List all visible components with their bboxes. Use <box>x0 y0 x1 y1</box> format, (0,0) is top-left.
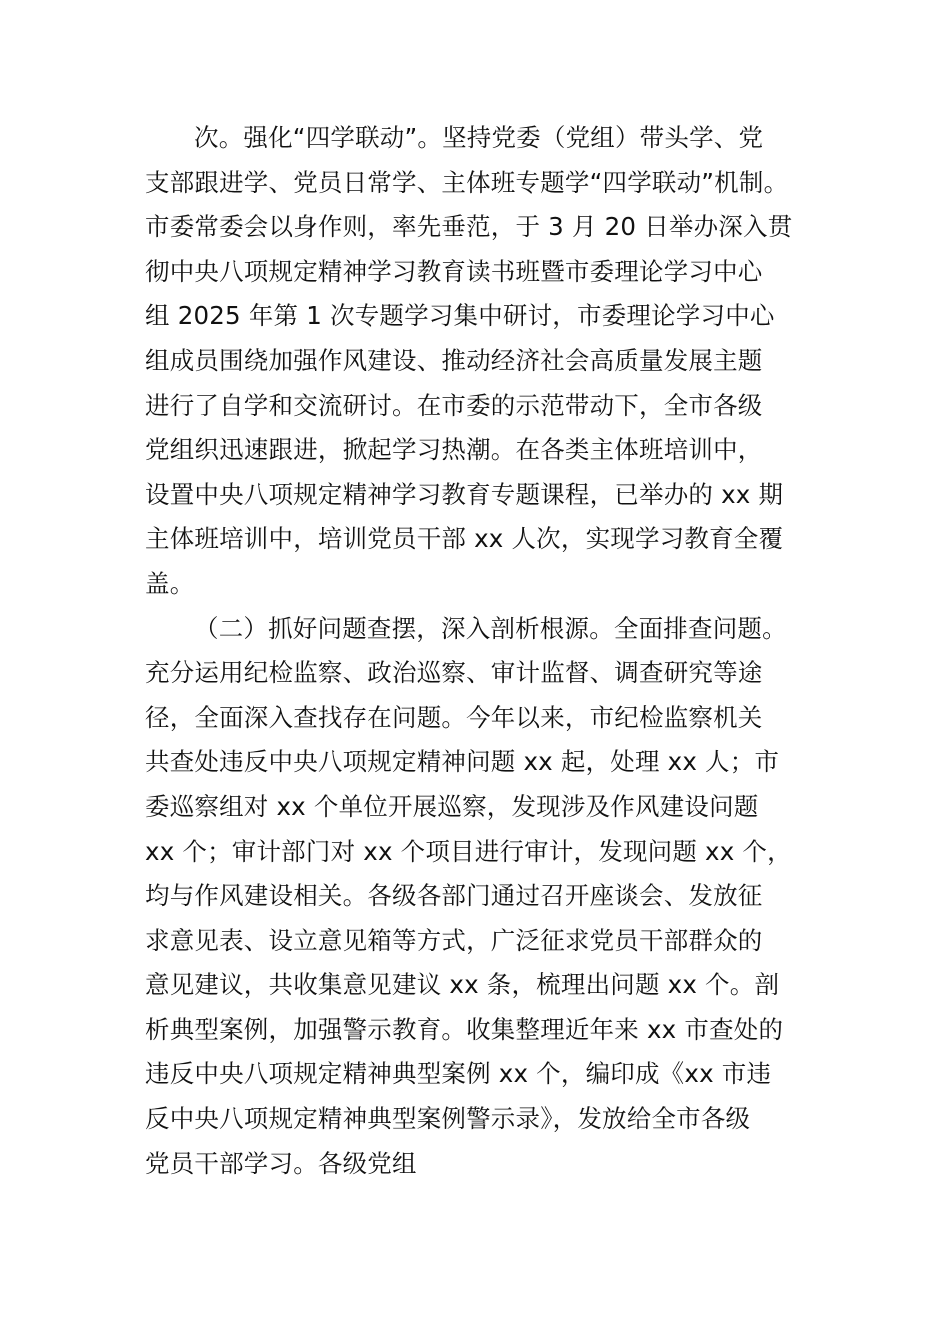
section-heading-line: （二）抓好问题查摆，深入剖析根源。全面排查问题。 <box>194 613 787 643</box>
text-line: 求意见表、设立意见箱等方式，广泛征求党员干部群众的 <box>145 925 763 955</box>
text-line: 党组织迅速跟进，掀起学习热潮。在各类主体班培训中， <box>145 435 763 465</box>
text-line: xx 个；审计部门对 xx 个项目进行审计，发现问题 xx 个， <box>145 836 792 866</box>
text-line: 析典型案例，加强警示教育。收集整理近年来 xx 市查处的 <box>145 1014 784 1044</box>
text-line: 进行了自学和交流研讨。在市委的示范带动下，全市各级 <box>145 390 763 420</box>
text-line: 盖。 <box>145 568 195 598</box>
text-line: 违反中央八项规定精神典型案例 xx 个，编印成《xx 市违 <box>145 1059 772 1089</box>
text-line: 径，全面深入查找存在问题。今年以来，市纪检监察机关 <box>145 702 763 732</box>
text-line: 意见建议，共收集意见建议 xx 条，梳理出问题 xx 个。剖 <box>145 970 780 1000</box>
text-line: 组 2025 年第 1 次专题学习集中研讨，市委理论学习中心 <box>145 301 775 331</box>
text-line: 次。强化“四学联动”。坚持党委（党组）带头学、党 <box>194 123 764 152</box>
text-line: 市委常委会以身作则，率先垂范，于 3 月 20 日举办深入贯 <box>145 212 793 242</box>
text-line: 彻中央八项规定精神学习教育读书班暨市委理论学习中心 <box>145 256 763 286</box>
text-line: 党员干部学习。各级党组 <box>145 1148 417 1178</box>
text-line: 充分运用纪检监察、政治巡察、审计监督、调查研究等途 <box>145 658 763 688</box>
text-line: 均与作风建设相关。各级各部门通过召开座谈会、发放征 <box>145 881 763 911</box>
text-line: 支部跟进学、党员日常学、主体班专题学“四学联动”机制。 <box>145 167 789 197</box>
text-line: 共查处违反中央八项规定精神问题 xx 起，处理 xx 人；市 <box>145 747 780 777</box>
text-line: 主体班培训中，培训党员干部 xx 人次，实现学习教育全覆 <box>145 524 784 554</box>
document-body <box>145 116 817 1186</box>
text-line: 委巡察组对 xx 个单位开展巡察，发现涉及作风建设问题 <box>145 791 759 821</box>
text-line: 组成员围绕加强作风建设、推动经济社会高质量发展主题 <box>145 345 763 375</box>
text-line: 反中央八项规定精神典型案例警示录》，发放给全市各级 <box>145 1104 751 1134</box>
text-line: 设置中央八项规定精神学习教育专题课程，已举办的 xx 期 <box>145 479 784 509</box>
